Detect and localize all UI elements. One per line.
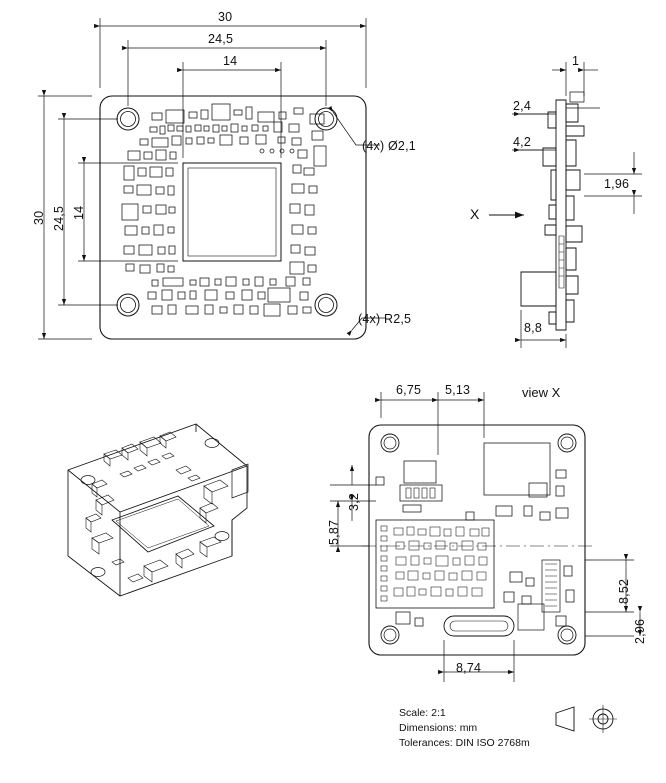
- dim-viewx-right-upper: 8,52: [617, 578, 631, 604]
- dim-viewx-top-right: 5,13: [445, 383, 471, 397]
- dim-viewx-left-lower: 5,87: [327, 519, 341, 545]
- front-view-dimensions: [38, 18, 386, 339]
- dim-viewx-right-lower: 2,96: [633, 618, 647, 644]
- front-view-outline: [100, 96, 366, 339]
- note-units: Dimensions: mm: [399, 722, 478, 734]
- dim-front-hole-pitch-height: 24,5: [52, 205, 66, 231]
- section-arrow-label-x: X: [470, 206, 480, 222]
- dim-side-step-1: 2,4: [513, 99, 531, 113]
- view-x-label: view X: [522, 385, 561, 400]
- dim-front-inner-width: 14: [223, 54, 238, 68]
- note-corner-radius: (4x) R2,5: [358, 312, 412, 326]
- title-block-notes: [399, 706, 530, 751]
- dim-front-inner-height: 14: [72, 205, 86, 220]
- dim-side-height-right: 1,96: [604, 177, 630, 191]
- side-view: [521, 92, 584, 330]
- first-angle-projection-symbol: [556, 705, 617, 733]
- dim-front-overall-height: 30: [32, 210, 46, 225]
- dim-front-overall-width: 30: [218, 10, 233, 24]
- view-x-components: [376, 443, 574, 636]
- dim-viewx-top-left: 6,75: [396, 383, 422, 397]
- dim-viewx-left-upper: 3,2: [347, 493, 361, 511]
- dim-side-thickness-top: 1: [572, 54, 580, 68]
- dim-side-step-2: 4,2: [513, 135, 531, 149]
- dim-viewx-bottom: 8,74: [456, 661, 482, 675]
- note-scale: Scale: 2:1: [399, 707, 446, 719]
- side-view-dimensions: [489, 62, 642, 348]
- note-tolerances: Tolerances: DIN ISO 2768m: [399, 737, 530, 749]
- view-x-outline: [362, 425, 594, 655]
- view-x-dimensions: [330, 392, 640, 682]
- dim-front-hole-pitch-width: 24,5: [208, 32, 234, 46]
- isometric-view: [68, 424, 248, 596]
- note-hole-diameter: (4x) Ø2,1: [362, 139, 416, 153]
- dim-side-width-bottom: 8,8: [524, 321, 542, 335]
- front-view-components: [122, 104, 326, 316]
